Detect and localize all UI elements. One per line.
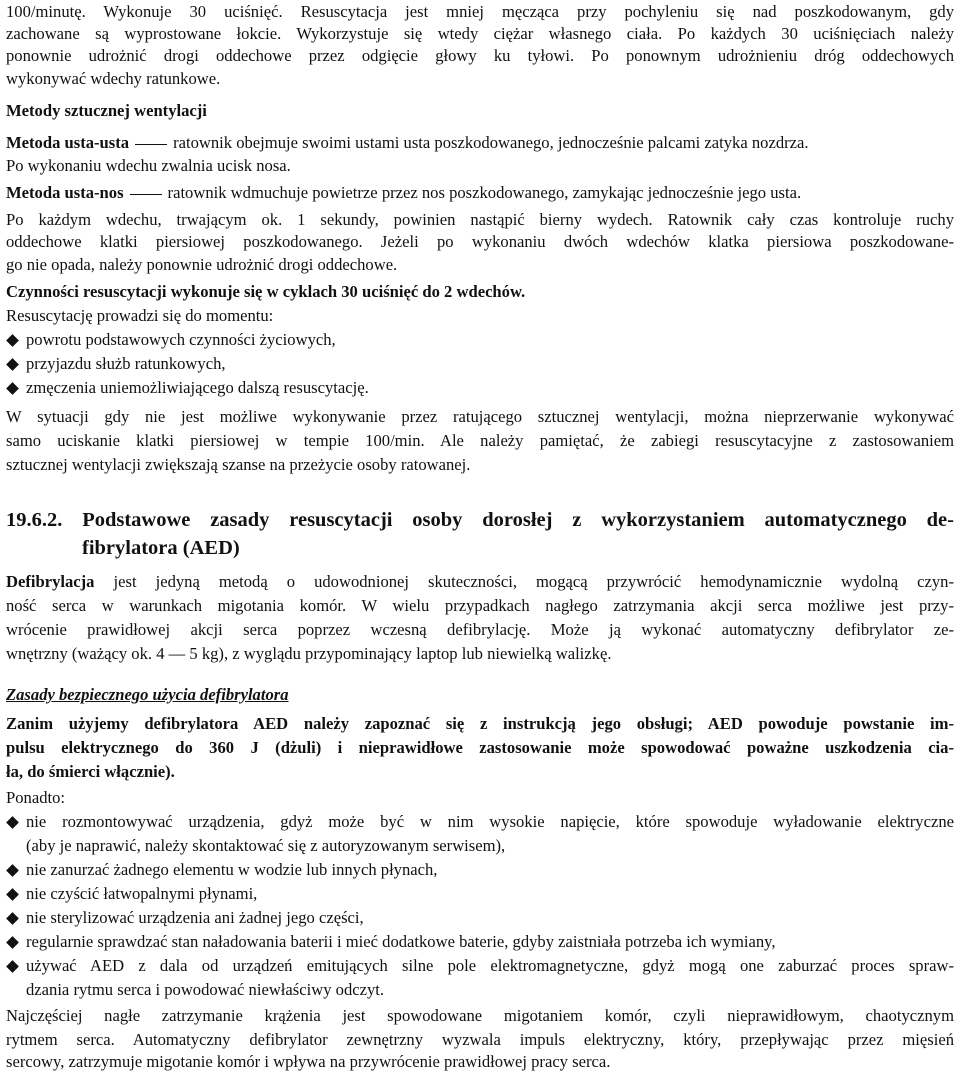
list-item: nie rozmontowywać urządzenia, gdyż może być w nim wysokie napięcie, które spowoduje wyładowanie elektryczne	[26, 812, 954, 831]
section-heading: 19.6.2. Podstawowe zasady resuscytacji osoby dorosłej z wykorzystaniem automatycznego de-	[6, 509, 954, 531]
text-line: Ponadto:	[6, 788, 66, 807]
text-line: sercowy, zatrzymuje migotanie komór i wpływa na przywrócenie prawidłowej pracy serca.	[6, 1052, 611, 1071]
bullet-diamond-icon	[6, 858, 20, 882]
text-line: samo uciskanie klatki piersiowej w tempie 100/min. Ale należy pamiętać, że zabiegi resuscytacyjne z zastosowaniem	[6, 431, 954, 450]
text-line: sztucznej wentylacji zwiększają szanse na przeżycie osoby ratowanej.	[6, 455, 471, 474]
list-item: nie zanurzać żadnego elementu w wodzie lub innych płynach,	[26, 860, 438, 879]
bullet-diamond-icon	[6, 352, 20, 376]
warning-line: ła, do śmierci włącznie).	[6, 762, 175, 781]
bullet-diamond-icon	[6, 930, 20, 954]
text-line: ponownie udrożnić drogi oddechowe przez odgięcie głowy ku tyłowi. Po ponownym udrożnieniu dróg oddechowych	[6, 46, 954, 65]
list-item: nie sterylizować urządzenia ani żadnej jego części,	[26, 908, 364, 927]
text-line: 100/minutę. Wykonuje 30 uciśnięć. Resuscytacja jest mniej męcząca przy pochyleniu się nad poszkodowanym, gdy	[6, 2, 954, 21]
section-title: Metody sztucznej wentylacji	[6, 101, 207, 120]
em-dash	[135, 144, 167, 145]
bullet-diamond-icon	[6, 328, 20, 352]
method-text: ratownik wdmuchuje powietrze przez nos poszkodowanego, zamykając jednocześnie jego usta.	[167, 183, 802, 202]
text-line: Resuscytację prowadzi się do momentu:	[6, 306, 274, 325]
text-line: wykonywać wdechy ratunkowe.	[6, 69, 221, 88]
method-label: Metoda usta-usta	[6, 133, 130, 152]
bullet-diamond-icon	[6, 376, 20, 400]
list-item-cont: (aby je naprawić, należy skontaktować się z autoryzowanym serwisem),	[26, 836, 506, 855]
section-heading-cont: fibrylatora (AED)	[82, 537, 240, 559]
bullet-diamond-icon	[6, 810, 20, 834]
list-item-cont: dzania rytmu serca i powodować niewłaściwy odczyt.	[26, 980, 385, 999]
definition-text: jest jedyną metodą o udowodnionej skuteczności, mogącą przywrócić hemodynamicznie wydolną czyn-	[113, 572, 955, 591]
list-item: używać AED z dala od urządzeń emitujących silne pole elektromagnetyczne, gdyż mogą one zaburzać proces spraw-	[26, 956, 954, 975]
list-item: zmęczenia uniemożliwiającego dalszą resuscytację.	[26, 378, 369, 397]
text-line: W sytuacji gdy nie jest możliwe wykonywanie przez ratującego sztucznej wentylacji, można nieprzerwanie wykonywać	[6, 407, 954, 426]
list-item: regularnie sprawdzać stan naładowania baterii i mieć dodatkowe baterie, gdyby zaistniała potrzeba ich wymiany,	[26, 932, 776, 951]
method-label: Metoda usta-nos	[6, 183, 124, 202]
method-text: ratownik obejmuje swoimi ustami usta poszkodowanego, jednocześnie palcami zatyka nozdrza.	[173, 133, 809, 152]
definition-line	[6, 570, 954, 594]
list-item: nie czyścić łatwopalnymi płynami,	[26, 884, 258, 903]
term: Defibrylacja	[6, 572, 95, 591]
bullet-diamond-icon	[6, 954, 20, 978]
safety-title: Zasady bezpiecznego użycia defibrylatora	[6, 685, 289, 704]
text-line: rytmem serca. Automatyczny defibrylator zewnętrzny wyzwala impuls elektryczny, który, przepływając przez mięsień	[6, 1030, 954, 1049]
warning-line: pulsu elektrycznego do 360 J (dżuli) i nieprawidłowe zastosowanie może spowodować poważne uszkodzenia cia-	[6, 738, 954, 757]
text-line: oddechowe klatki piersiowej poszkodowanego. Jeżeli po wykonaniu dwóch wdechów klatka piersiowa poszkodowane-	[6, 232, 954, 251]
bullet-diamond-icon	[6, 882, 20, 906]
text-line: go nie opada, należy ponownie udrożnić drogi oddechowe.	[6, 255, 398, 274]
bullet-diamond-icon	[6, 906, 20, 930]
text-line: ność serca w warunkach migotania komór. W wielu przypadkach nagłego zatrzymania akcji serca możliwe jest przy-	[6, 596, 954, 615]
text-line: Po wykonaniu wdechu zwalnia ucisk nosa.	[6, 156, 291, 175]
list-item: przyjazdu służb ratunkowych,	[26, 354, 226, 373]
text-line: Najczęściej nagłe zatrzymanie krążenia jest spowodowane migotaniem komór, czyli nieprawidłowym, chaotycznym	[6, 1006, 954, 1025]
warning-line: Zanim użyjemy defibrylatora AED należy zapoznać się z instrukcją jego obsługi; AED powoduje powstanie im-	[6, 714, 954, 733]
em-dash	[130, 194, 162, 195]
cycle-note: Czynności resuscytacji wykonuje się w cyklach 30 uciśnięć do 2 wdechów.	[6, 282, 526, 301]
method-mouth-to-mouth	[6, 131, 954, 155]
text-line: wrócenie prawidłowej akcji serca poprzez wczesną defibrylację. Może ją wykonać automatyczny defibrylator ze-	[6, 620, 954, 639]
text-line: Po każdym wdechu, trwającym ok. 1 sekundy, powinien nastąpić bierny wydech. Ratownik cały czas kontroluje ruchy	[6, 210, 954, 229]
method-mouth-to-nose	[6, 181, 954, 205]
list-item: powrotu podstawowych czynności życiowych,	[26, 330, 336, 349]
text-line: zachowane są wyprostowane łokcie. Wykorzystuje się wtedy ciężar własnego ciała. Po każdych 30 uciśnięciach należy	[6, 24, 954, 43]
text-line: wnętrzny (ważący ok. 4 — 5 kg), z wyglądu przypominający laptop lub niewielką walizkę.	[6, 644, 612, 663]
